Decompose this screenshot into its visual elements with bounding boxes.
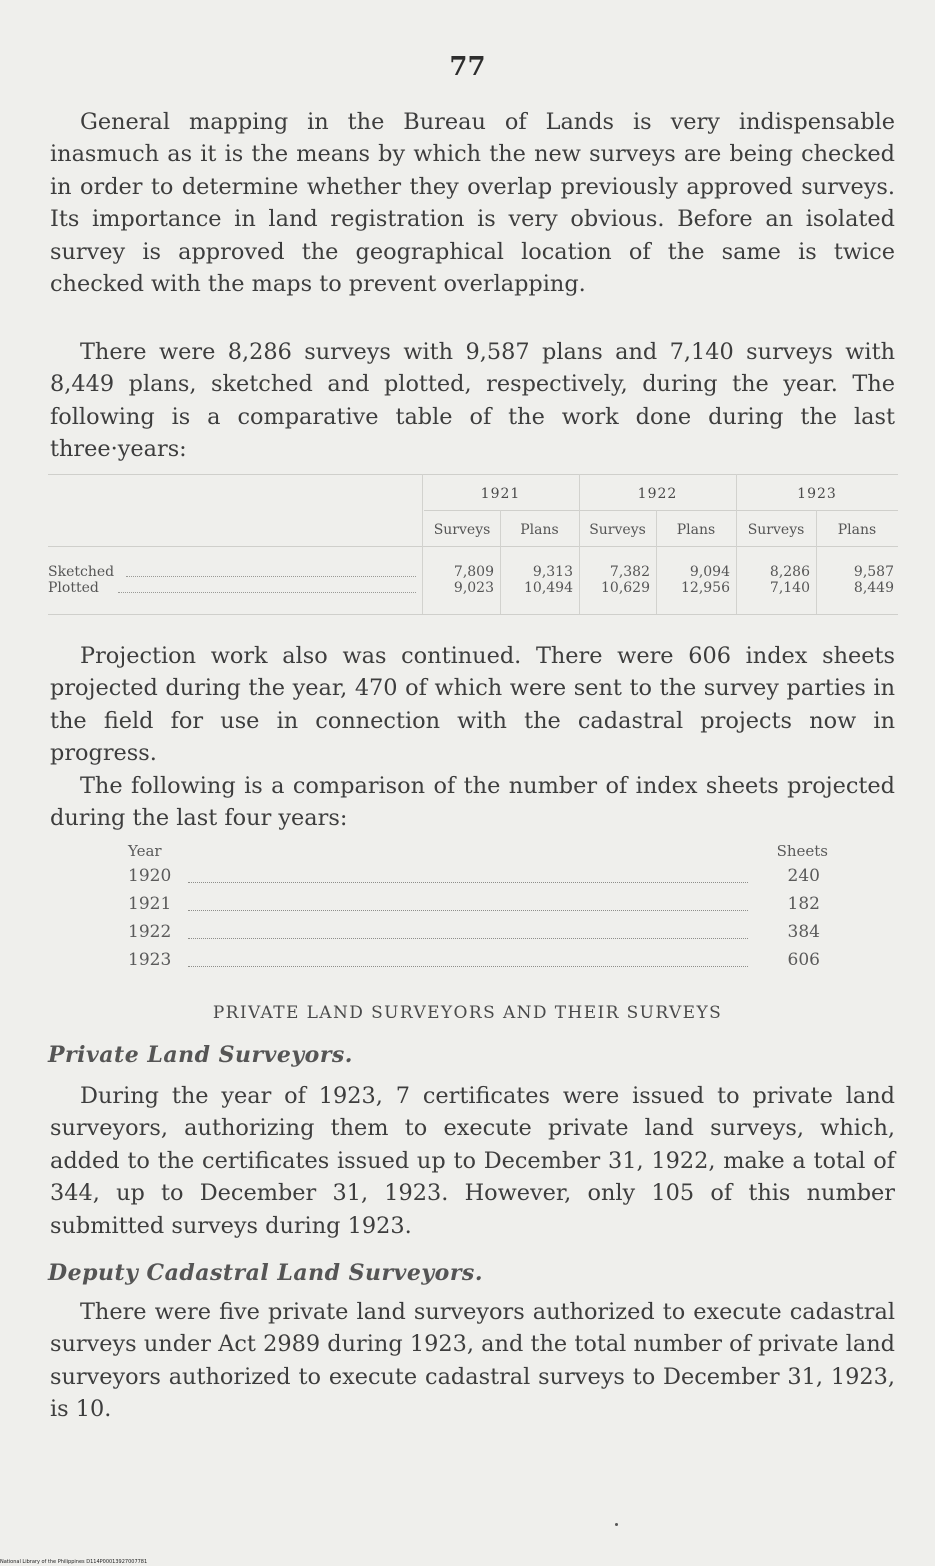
dot-leader xyxy=(126,576,416,577)
table-cell: 7,382 xyxy=(609,564,650,580)
table-cell: 9,094 xyxy=(689,564,730,580)
table-cell: 9,313 xyxy=(532,564,573,580)
table-year-rule xyxy=(424,510,898,511)
dot-leader xyxy=(188,938,748,939)
year-cell: 1921 xyxy=(128,894,172,914)
paragraph-private-certificates: During the year of 1923, 7 certificates were issued to private land surveyors, authorizing them to execute private land surveys, which, added to the certificates issued up to December 31, 1922, make a total of 344, up to December 31, 1923. However, only 105 of this number submitted surveys during 1923. xyxy=(50,1083,895,1239)
paragraph-cadastral-surveyors: There were five private land surveyors authorized to execute cadastral surveys under Act 2989 during 1923, and the total number of private land surveyors authorized to execute cadastral surveys to December 31, 1923, is 10. xyxy=(50,1299,895,1423)
year-cell: 1920 xyxy=(128,866,172,886)
archive-stamp: National Library of the Philippines D114P00013927007781 xyxy=(0,1559,148,1565)
table-column-header: Surveys xyxy=(747,522,805,538)
table-cell: 10,494 xyxy=(524,580,573,596)
table-cell: 9,023 xyxy=(453,580,494,596)
section-title: PRIVATE LAND SURVEYORS AND THEIR SURVEYS xyxy=(212,1003,723,1023)
paragraph-surveys-count: There were 8,286 surveys with 9,587 plans and 7,140 surveys with 8,449 plans, sketched and plotted, respectively, during the year. The following is a comparative table of the work done during the last three·years: xyxy=(50,339,895,463)
table-column-header: Surveys xyxy=(433,522,491,538)
table-bottom-rule xyxy=(48,614,898,615)
table-cell: 7,140 xyxy=(769,580,810,596)
dot-leader xyxy=(188,966,748,967)
subheading-deputy-cadastral: Deputy Cadastral Land Surveyors. xyxy=(48,1260,483,1286)
dot-leader xyxy=(188,910,748,911)
year-cell: 1923 xyxy=(128,950,172,970)
table-year-header: 1922 xyxy=(637,486,678,502)
page-number: 77 xyxy=(449,52,486,82)
table-header-rule xyxy=(48,546,898,547)
table-cell: 9,587 xyxy=(853,564,894,580)
table-cell: 7,809 xyxy=(453,564,494,580)
page-speck xyxy=(615,1523,618,1526)
table-column-header: Plans xyxy=(520,522,559,538)
table-row-label: Plotted xyxy=(48,580,99,596)
paragraph-index-sheets: The following is a comparison of the number of index sheets projected during the last four years: xyxy=(50,773,895,832)
table-year-header: 1921 xyxy=(480,486,521,502)
table-cell: 12,956 xyxy=(681,580,730,596)
table-column-header: Plans xyxy=(676,522,716,538)
sheets-cell: 182 xyxy=(787,894,820,914)
comparison-table xyxy=(48,474,898,614)
table-year-header: 1923 xyxy=(797,486,837,502)
index-sheets-table xyxy=(128,842,828,982)
sheets-cell: 384 xyxy=(787,922,820,942)
table-cell: 8,286 xyxy=(769,564,810,580)
year-column-header: Year xyxy=(128,842,162,860)
year-cell: 1922 xyxy=(128,922,172,942)
table-row xyxy=(128,866,828,890)
table-column-header: Surveys xyxy=(589,522,646,538)
table-row xyxy=(128,950,828,974)
table-row xyxy=(128,894,828,918)
paragraph-general-mapping: General mapping in the Bureau of Lands is very indispensable inasmuch as it is the means by which the new surveys are being checked in order to determine whether they overlap previously approved surveys. Its importance in land registration is very obvious. Before an isolated survey is approved the geographical location of the same is twice checked with the maps to prevent overlapping. xyxy=(50,109,895,298)
dot-leader xyxy=(188,882,748,883)
paragraph-projection-work: Projection work also was continued. There were 606 index sheets projected during the year, 470 of which were sent to the survey parties in the field for use in connection with the cadastral projects now in progress. xyxy=(50,643,895,767)
table-row xyxy=(128,922,828,946)
sheets-cell: 606 xyxy=(787,950,820,970)
sheets-column-header: Sheets xyxy=(776,842,828,860)
table-cell: 8,449 xyxy=(853,580,894,596)
table-cell: 10,629 xyxy=(601,580,650,596)
sheets-cell: 240 xyxy=(787,866,820,886)
table-top-rule xyxy=(48,474,898,475)
table-column-header: Plans xyxy=(837,522,877,538)
table-row-label: Sketched xyxy=(48,564,115,580)
dot-leader xyxy=(118,592,416,593)
subheading-private-land-surveyors: Private Land Surveyors. xyxy=(48,1042,353,1068)
